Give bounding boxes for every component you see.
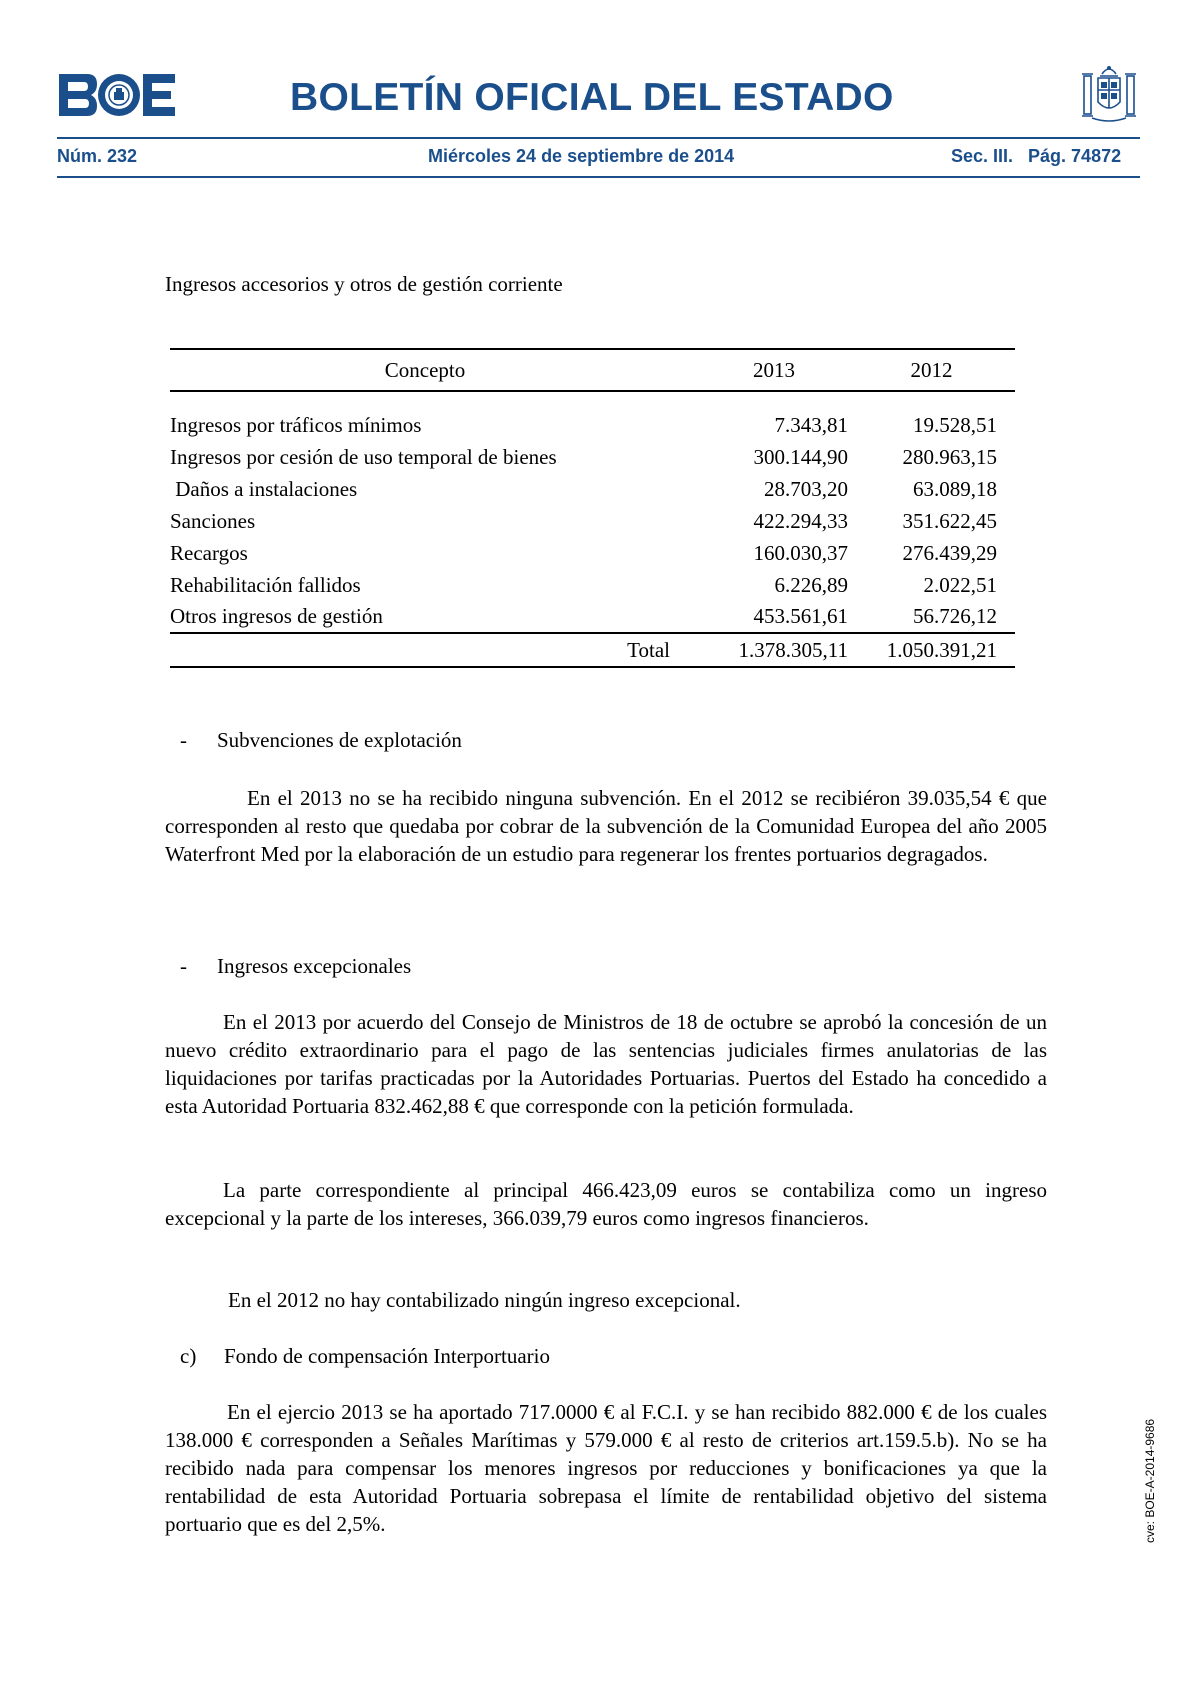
row-value-2012: 19.528,51 <box>913 412 997 437</box>
row-concept: Ingresos por cesión de uso temporal de bienes <box>170 444 557 469</box>
boe-logo <box>57 72 178 118</box>
section-page: Sec. III. Pág. 74872 <box>951 146 1122 166</box>
paragraph-text: En el ejercio 2013 se ha aportado 717.0000 € al F.C.I. y se han recibido 882.000 € de los cuales 138.000 € corresponden a Señales Marítimas y 579.000 € al resto de criterios art.159.5.b). No se ha recibido nada para compensar los menores ingresos por reducciones y bonificaciones ya que la rentabilidad de esta Autoridad Portuaria sobrepasa el límite de rentabilidad objetivo del sistema portuario que es del 2,5%. <box>165 1400 1047 1536</box>
table-row <box>170 441 1015 473</box>
table-row <box>170 505 1015 537</box>
row-concept: Rehabilitación fallidos <box>170 572 361 597</box>
row-value-2012: 63.089,18 <box>913 476 997 501</box>
subsection-label-c: c) <box>180 1344 197 1368</box>
section-heading: Ingresos accesorios y otros de gestión corriente <box>165 272 563 296</box>
paragraph-fondo <box>165 1398 1047 1538</box>
paragraph-excepcionales-1 <box>165 1008 1047 1120</box>
paragraph-excepcionales-2 <box>165 1176 1047 1232</box>
total-value-2012: 1.050.391,21 <box>886 637 997 662</box>
paragraph-text: La parte correspondiente al principal 466.423,09 euros se contabiliza como un ingreso excepcional y la parte de los intereses, 366.039,79 euros como ingresos financieros. <box>165 1178 1047 1230</box>
row-value-2013: 160.030,37 <box>753 540 848 565</box>
row-value-2013: 300.144,90 <box>753 444 848 469</box>
issue-number: Núm. 232 <box>57 146 138 166</box>
row-concept: Sanciones <box>170 508 256 533</box>
row-concept: Daños a instalaciones <box>170 476 358 501</box>
coat-of-arms-icon <box>1078 60 1140 126</box>
row-value-2013: 6.226,89 <box>774 572 848 597</box>
subsection-heading-fondo: Fondo de compensación Interportuario <box>224 1344 550 1368</box>
paragraph-subvenciones <box>165 784 1047 868</box>
column-header-2013: 2013 <box>753 357 795 382</box>
publication-title: BOLETÍN OFICIAL DEL ESTADO <box>290 76 894 119</box>
paragraph-text: En el 2013 por acuerdo del Consejo de Ministros de 18 de octubre se aprobó la concesión de un nuevo crédito extraordinario para el pago de las sentencias judiciales firmes anulatorias de las liquidaciones por tarifas practicadas por la Autoridades Portuarias. Puertos del Estado ha concedido a esta Autoridad Portuaria 832.462,88 € que corresponde con la petición formulada. <box>165 1010 1047 1118</box>
table-header-row <box>170 349 1015 391</box>
row-value-2012: 2.022,51 <box>923 572 997 597</box>
row-concept: Recargos <box>170 540 248 565</box>
total-value-2013: 1.378.305,11 <box>738 637 848 662</box>
header-bottom-rule <box>57 176 1140 178</box>
subsection-heading-subvenciones: Subvenciones de explotación <box>217 728 462 752</box>
issue-date: Miércoles 24 de septiembre de 2014 <box>428 146 735 166</box>
row-value-2013: 28.703,20 <box>764 476 848 501</box>
table-total-row <box>170 633 1015 667</box>
column-header-2012: 2012 <box>910 357 953 382</box>
income-table <box>170 348 1015 668</box>
table-row <box>170 537 1015 569</box>
column-header-concepto: Concepto <box>384 357 466 382</box>
table-row <box>170 569 1015 601</box>
row-value-2012: 280.963,15 <box>902 444 997 469</box>
paragraph-excepcionales-3: En el 2012 no hay contabilizado ningún ingreso excepcional. <box>228 1288 741 1312</box>
bullet-dash: - <box>180 954 187 978</box>
subsection-heading-excepcionales: Ingresos excepcionales <box>217 954 412 978</box>
row-value-2013: 7.343,81 <box>774 412 848 437</box>
paragraph-text: En el 2013 no se ha recibido ninguna subvención. En el 2012 se recibiéron 39.035,54 € que corresponden al resto que quedaba por cobrar de la subvención de la Comunidad Europea del año 2005 Waterfront Med por la elaboración de un estudio para regenerar los frentes portuarios degragados. <box>165 786 1047 866</box>
row-value-2012: 276.439,29 <box>902 540 997 565</box>
table-row <box>170 601 1015 633</box>
row-concept: Ingresos por tráficos mínimos <box>170 412 422 437</box>
cve-identifier: cve: BOE-A-2014-9686 <box>1143 1418 1157 1543</box>
bullet-dash: - <box>180 728 187 752</box>
row-value-2012: 56.726,12 <box>913 604 997 628</box>
row-value-2012: 351.622,45 <box>902 508 997 533</box>
table-row <box>170 409 1015 441</box>
table-row <box>170 473 1015 505</box>
row-concept: Otros ingresos de gestión <box>170 604 383 628</box>
total-label: Total <box>627 637 670 662</box>
header-top-rule <box>57 137 1140 139</box>
row-value-2013: 453.561,61 <box>753 604 848 628</box>
row-value-2013: 422.294,33 <box>753 508 848 533</box>
